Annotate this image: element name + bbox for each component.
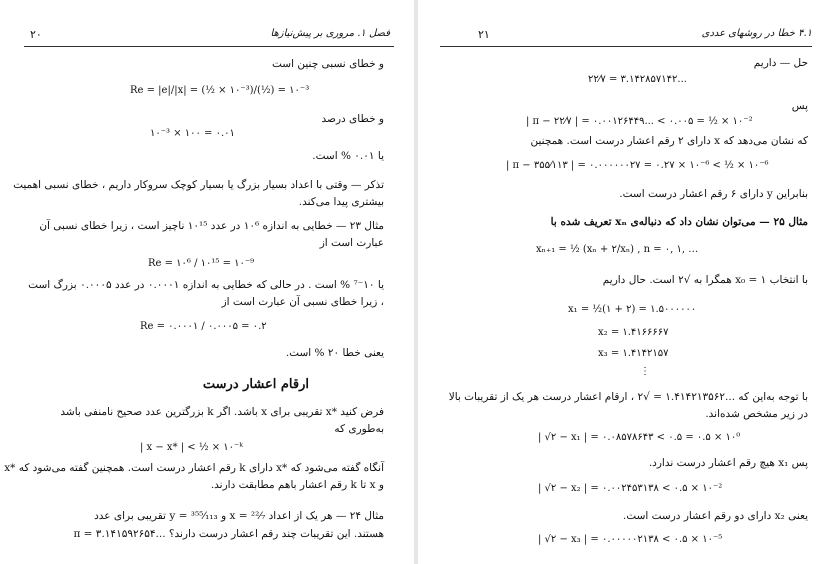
example-24-text: π = ۳.۱۴۱۵۹۲۶۵۴... هستند. این تقریبات چند رقم اعشار درست دارند؟	[73, 528, 384, 540]
definition-text: و x تا k رقم اعشار باهم مطابقت دارند.	[210, 479, 384, 491]
equation-definition: | x − x* | < ½ × ۱۰⁻ᵏ	[140, 442, 243, 453]
text-line: که نشان می‌دهد که x دارای ۲ رقم اعشار درست است. همچنین	[530, 135, 808, 147]
equation-relative-error: Re = ۰.۰۰۰۱ / ۰.۰۰۰۵ = ۰.۲	[140, 321, 267, 332]
equation-error: | √۲ − x₂ | = ۰.۰۰۲۴۵۳۱۳۸ < ۰.۵ × ۱۰⁻²	[538, 483, 723, 494]
equation-percent: ۱۰⁻³ × ۱۰۰ = ۰.۰۱	[150, 128, 235, 139]
solution-label: حل — داریم	[753, 57, 808, 69]
text-line: یا ۱۰⁻⁷ % است . در حالی که خطایی به اندازه ۰.۰۰۰۱ در عدد ۰.۰۰۰۵ بزرگ است	[28, 279, 384, 291]
equation-relative-error: Re = ۱۰⁶ / ۱۰¹⁵ = ۱۰⁻⁹	[148, 258, 255, 269]
right-page	[418, 0, 834, 564]
example-23-text: مثال ۲۳ — خطایی به اندازه ۱۰⁶ در عدد ۱۰¹⁵ ناچیز است ، زیرا خطای نسبی آن	[39, 220, 384, 232]
vertical-dots: ⋮	[640, 366, 650, 377]
left-page	[0, 0, 415, 564]
equation-error: | √۲ − x₃ | = ۰.۰۰۰۰۰۲۱۳۸ < ۰.۵ × ۱۰⁻⁵	[538, 534, 723, 545]
text-line: و خطای درصد	[321, 113, 384, 125]
page-header-chapter: ۴.۱ خطا در روشهای عددی	[701, 28, 812, 39]
page-number: ۲۰	[30, 28, 42, 41]
text-line: و خطای نسبی چنین است	[272, 58, 384, 70]
page-number: ۲۱	[478, 28, 490, 41]
equation-relative-error: Re = |e|/|x| = (½ × ۱۰⁻³)/(½) = ۱۰⁻³	[130, 85, 310, 96]
example-25-text: مثال ۲۵ — می‌توان نشان داد که دنباله‌ی xₙ تعریف شده با	[550, 216, 808, 228]
text-line: در زیر مشخص شده‌اند.	[705, 408, 808, 420]
example-24-text: مثال ۲۴ — هر یک از اعداد ²²⁄₇ = x و ³⁵⁵⁄₁₁₃ = y تقریبی برای عدد	[94, 510, 384, 522]
text-line: یعنی x₂ دارای دو رقم اعشار درست است.	[622, 510, 808, 522]
equation-iterate: x₃ = ۱.۴۱۴۲۱۵۷	[598, 348, 669, 359]
note-text: بیشتری پیدا می‌کند.	[298, 196, 384, 208]
example-23-text: عبارت است از	[319, 237, 384, 249]
equation-error: | √۲ − x₁ | = ۰.۰۸۵۷۸۶۴۳ < ۰.۵ = ۰.۵ × ۱۰⁰	[538, 432, 741, 443]
text-line: بنابراین y دارای ۶ رقم اعشار درست است.	[619, 188, 808, 200]
equation: | π − ۳۵۵⁄۱۱۳ | = ۰.۰۰۰۰۰۰۲۷ = ۰.۲۷ × ۱۰⁻⁶ < ½ × ۱۰⁻⁶	[506, 160, 769, 171]
equation: | π − ۲۲⁄۷ | = ۰.۰۰۱۲۶۴۴۹... < ۰.۰۰۵ = ½ × ۱۰⁻²	[526, 116, 753, 127]
text-line: ، زیرا خطای نسبی آن عبارت است از	[221, 296, 384, 308]
equation-iterate: x₂ = ۱.۴۱۶۶۶۶۷	[598, 327, 669, 338]
definition-text: آنگاه گفته می‌شود که *x دارای k رقم اعشار درست است. همچنین گفته می‌شود که *x	[4, 462, 384, 474]
equation: ۲۲⁄۷ = ۳.۱۴۲۸۵۷۱۴۲...	[588, 74, 687, 85]
header-rule	[24, 46, 394, 47]
text-line: پس	[791, 100, 808, 112]
text-line: با انتخاب x₀ = ۱ همگرا به √۲ است. حال داریم	[602, 274, 808, 286]
definition-text: فرض کنید *x تقریبی برای x باشد. اگر k بزرگترین عدد صحیح نامنفی باشد	[60, 406, 384, 418]
text-line: یا ۰.۰۱ % است.	[312, 150, 384, 162]
page-header-chapter: فصل ۱. مروری بر پیش‌نیازها	[270, 28, 390, 39]
text-line: پس x₁ هیچ رقم اعشار درست ندارد.	[648, 457, 808, 469]
text-line: یعنی خطا ۲۰ % است.	[285, 347, 384, 359]
header-rule	[440, 46, 812, 47]
definition-text: به‌طوری که	[334, 423, 384, 435]
equation-recurrence: xₙ₊₁ = ½ (xₙ + ۲/xₙ) , n = ۰, ۱, …	[536, 244, 699, 255]
section-title: ارقام اعشار درست	[202, 377, 309, 392]
note-text: تذکر — وقتی با اعداد بسیار بزرگ یا بسیار کوچک سروکار داریم ، خطای نسبی اهمیت	[13, 179, 384, 191]
text-line: با توجه به‌این که ...۱.۴۱۴۲۱۳۵۶۲ = √۲ ، ارقام اعشار درست هر یک از تقریبات بالا	[448, 391, 808, 403]
equation-iterate: x₁ = ½(۱ + ۲) = ۱.۵۰۰۰۰۰۰	[568, 304, 697, 315]
